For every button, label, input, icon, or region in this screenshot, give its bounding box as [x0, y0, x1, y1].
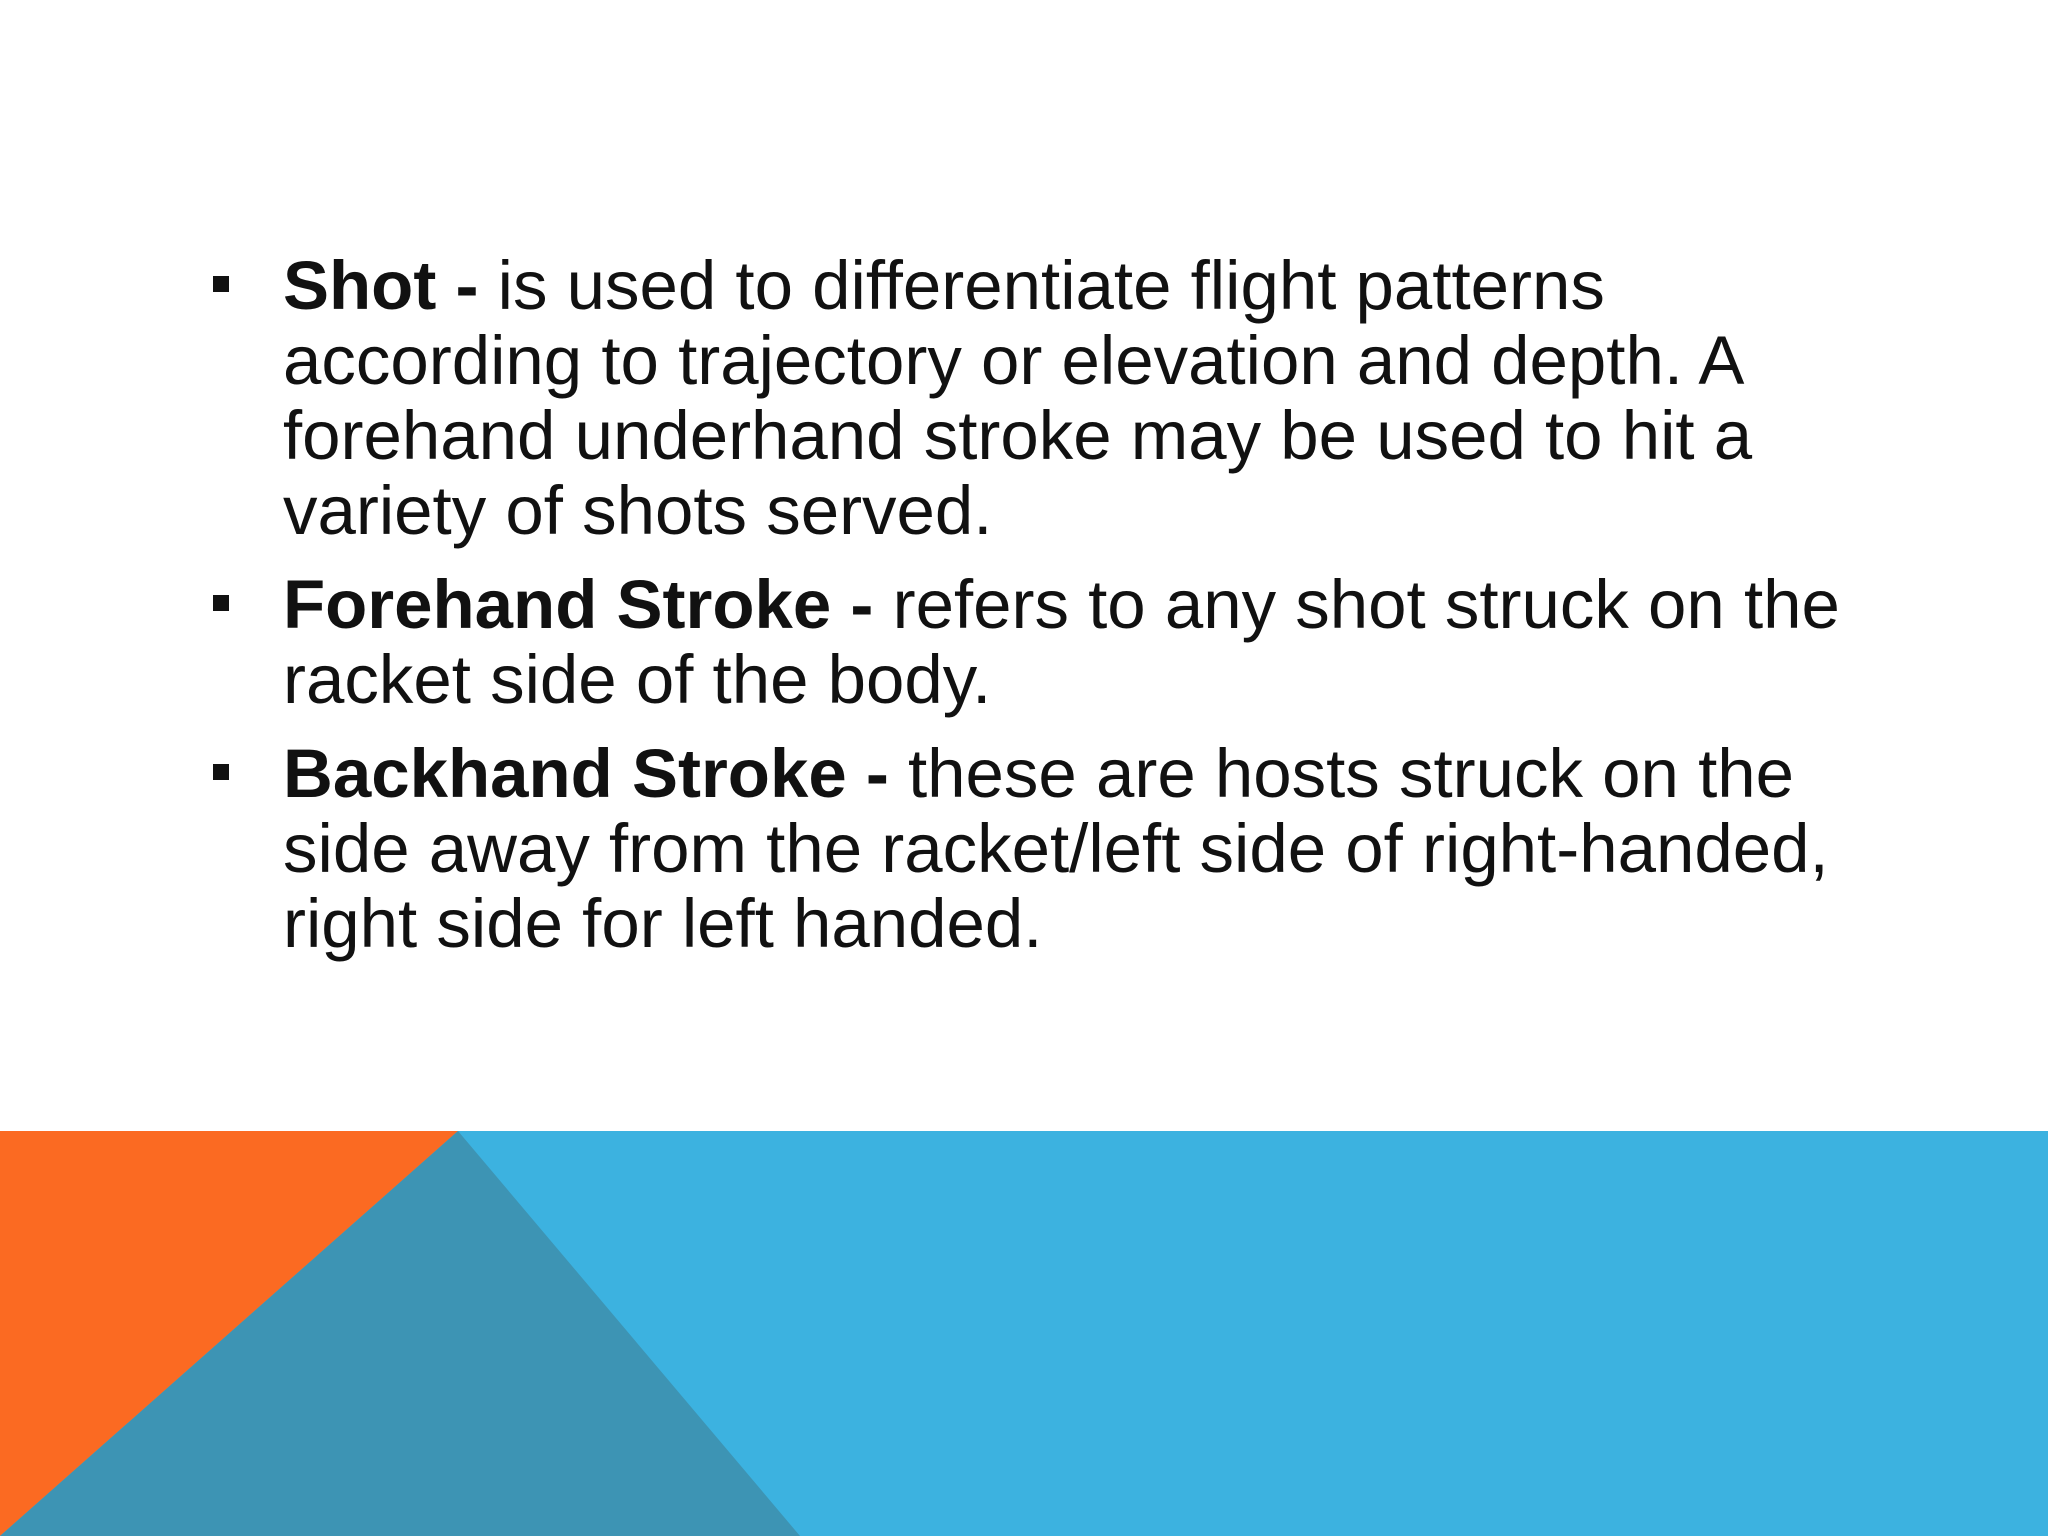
bullet-term: Backhand Stroke - — [283, 735, 909, 812]
bullet-text: these are hosts struck on the side away from the racket/left side of right-handed, right side for left handed. — [283, 735, 1829, 962]
square-bullet-icon — [213, 276, 229, 292]
bullet-text: refers to any shot struck on the racket side of the body. — [283, 566, 1840, 718]
bullet-item-shot — [200, 248, 1880, 548]
square-bullet-icon — [213, 764, 229, 780]
bullet-term: Shot - — [283, 247, 498, 324]
bullet-term: Forehand Stroke - — [283, 566, 893, 643]
slide-body — [200, 248, 1880, 980]
bullet-item-backhand-stroke — [200, 736, 1880, 961]
decorative-footer-band — [0, 1131, 2048, 1536]
square-bullet-icon — [213, 595, 229, 611]
bullet-item-forehand-stroke — [200, 567, 1880, 717]
bullet-list — [200, 248, 1880, 961]
bullet-text: is used to differentiate flight patterns according to trajectory or elevation and depth. A forehand underhand stroke may be used to hit a variety of shots served. — [283, 247, 1753, 549]
